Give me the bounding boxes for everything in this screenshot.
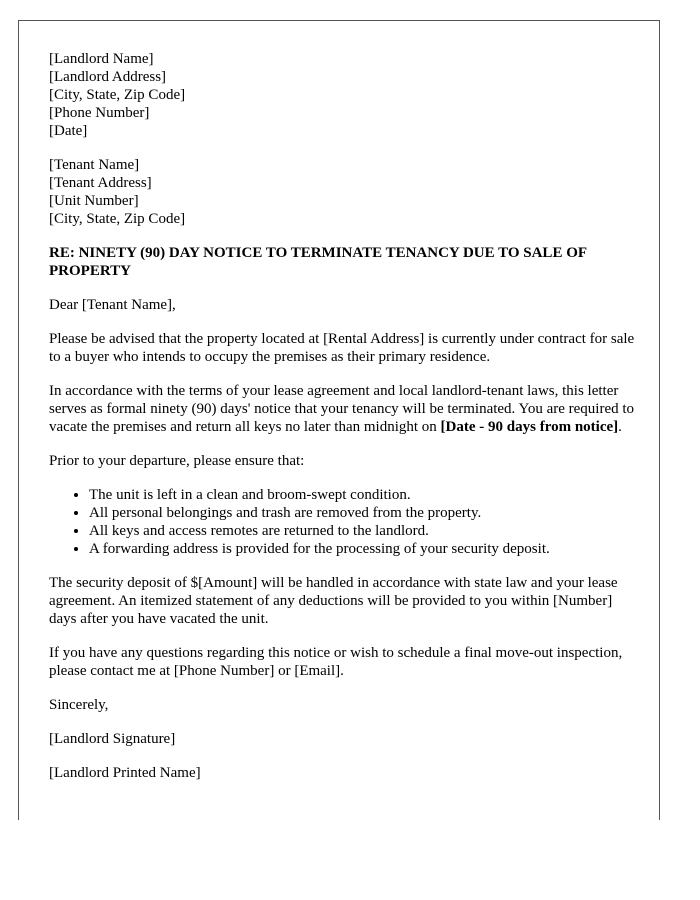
sender-phone: [Phone Number] bbox=[49, 105, 150, 121]
recipient-name: [Tenant Name] bbox=[49, 157, 140, 173]
printed-name: [Landlord Printed Name] bbox=[49, 765, 201, 781]
vacate-deadline: [Date - 90 days from notice] bbox=[440, 419, 619, 435]
signature-line: [Landlord Signature] bbox=[49, 731, 176, 747]
checklist-item: • All personal belongings and trash are removed from the property. bbox=[89, 504, 639, 522]
checklist-item: • All keys and access remotes are returned to the landlord. bbox=[89, 522, 639, 540]
checklist-item: • The unit is left in a clean and broom-swept condition. bbox=[89, 486, 639, 504]
paragraph-contact: If you have any questions regarding this notice or wish to schedule a final move-out inspection, please contact me at [Phone Number] or [Email]. bbox=[49, 645, 623, 679]
letter-content bbox=[49, 50, 639, 798]
recipient-city-state-zip: [City, State, Zip Code] bbox=[49, 211, 186, 227]
paragraph-termination bbox=[49, 382, 639, 436]
sender-name: [Landlord Name] bbox=[49, 51, 154, 67]
paragraph-sale-notice: Please be advised that the property located at [Rental Address] is currently under contract for sale to a buyer who intends to occupy the premises as their primary residence. bbox=[49, 331, 635, 365]
sender-address: [Landlord Address] bbox=[49, 69, 167, 85]
recipient-unit: [Unit Number] bbox=[49, 193, 139, 209]
recipient-block bbox=[49, 156, 639, 228]
termination-text: In accordance with the terms of your lease agreement and local landlord-tenant laws, this letter serves as formal ninety (90) days' notice that your tenancy will be terminated. You are required to vacate the premises and return all keys no later than midnight on bbox=[49, 383, 635, 435]
subject-line: RE: NINETY (90) DAY NOTICE TO TERMINATE TENANCY DUE TO SALE OF PROPERTY bbox=[49, 245, 587, 279]
checklist-intro: Prior to your departure, please ensure that: bbox=[49, 453, 305, 469]
checklist-item: • A forwarding address is provided for the processing of your security deposit. bbox=[89, 540, 639, 558]
move-out-checklist bbox=[49, 486, 639, 558]
paragraph-security-deposit: The security deposit of $[Amount] will be handled in accordance with state law and your lease agreement. An itemized statement of any deductions will be provided to you within [Number] days after you have vacated the unit. bbox=[49, 575, 618, 627]
recipient-address: [Tenant Address] bbox=[49, 175, 152, 191]
salutation: Dear [Tenant Name], bbox=[49, 297, 176, 313]
sender-block bbox=[49, 50, 639, 140]
letter-date: [Date] bbox=[49, 123, 88, 139]
termination-end: . bbox=[618, 419, 622, 435]
letter-page bbox=[18, 20, 660, 820]
closing: Sincerely, bbox=[49, 697, 109, 713]
sender-city-state-zip: [City, State, Zip Code] bbox=[49, 87, 186, 103]
